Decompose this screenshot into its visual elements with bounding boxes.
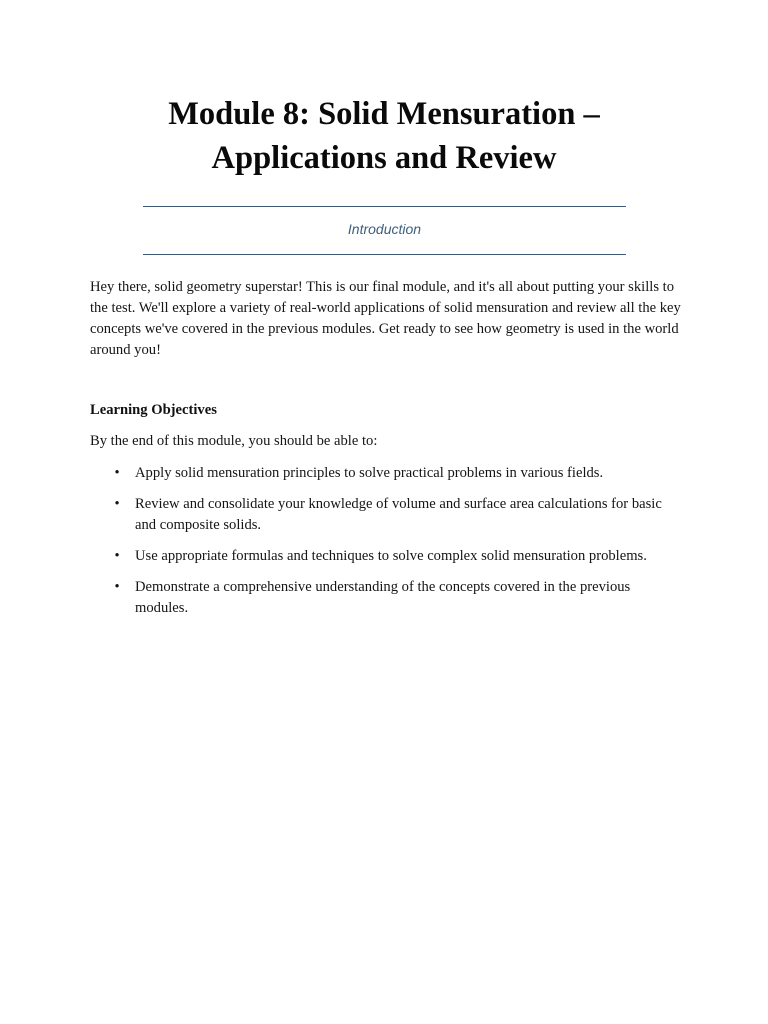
title-line-1: Module 8: Solid Mensuration – (168, 96, 600, 132)
objective-text: Use appropriate formulas and techniques to solve complex solid mensuration problems. (135, 548, 647, 564)
section-label-introduction: Introduction (347, 221, 422, 237)
objective-item (90, 463, 670, 484)
objectives-list (90, 463, 670, 629)
intro-paragraph: Hey there, solid geometry superstar! This is our final module, and it's all about putting your skills to the test. We'll explore a variety of real-world applications of solid mensuration and review all the key concepts we've covered in the previous modules. Get ready to see how geometry is used in the world around you! (90, 279, 681, 358)
bullet-icon: • (114, 496, 120, 512)
objective-item (90, 494, 670, 536)
divider-bottom (143, 254, 626, 255)
bullet-icon: • (114, 579, 120, 595)
objectives-lead-text: By the end of this module, you should be able to: (90, 433, 378, 449)
learning-objectives-heading: Learning Objectives (90, 402, 217, 418)
objective-text: Demonstrate a comprehensive understanding of the concepts covered in the previous modules. (135, 579, 631, 616)
page-title (100, 92, 668, 180)
objective-text: Apply solid mensuration principles to solve practical problems in various fields. (135, 465, 604, 481)
bullet-icon: • (114, 548, 120, 564)
bullet-icon: • (114, 465, 120, 481)
objective-item (90, 546, 670, 567)
objective-text: Review and consolidate your knowledge of volume and surface area calculations for basic and composite solids. (135, 496, 662, 533)
objective-item (90, 577, 670, 619)
title-line-2: Applications and Review (211, 140, 557, 176)
divider-top (143, 206, 626, 207)
